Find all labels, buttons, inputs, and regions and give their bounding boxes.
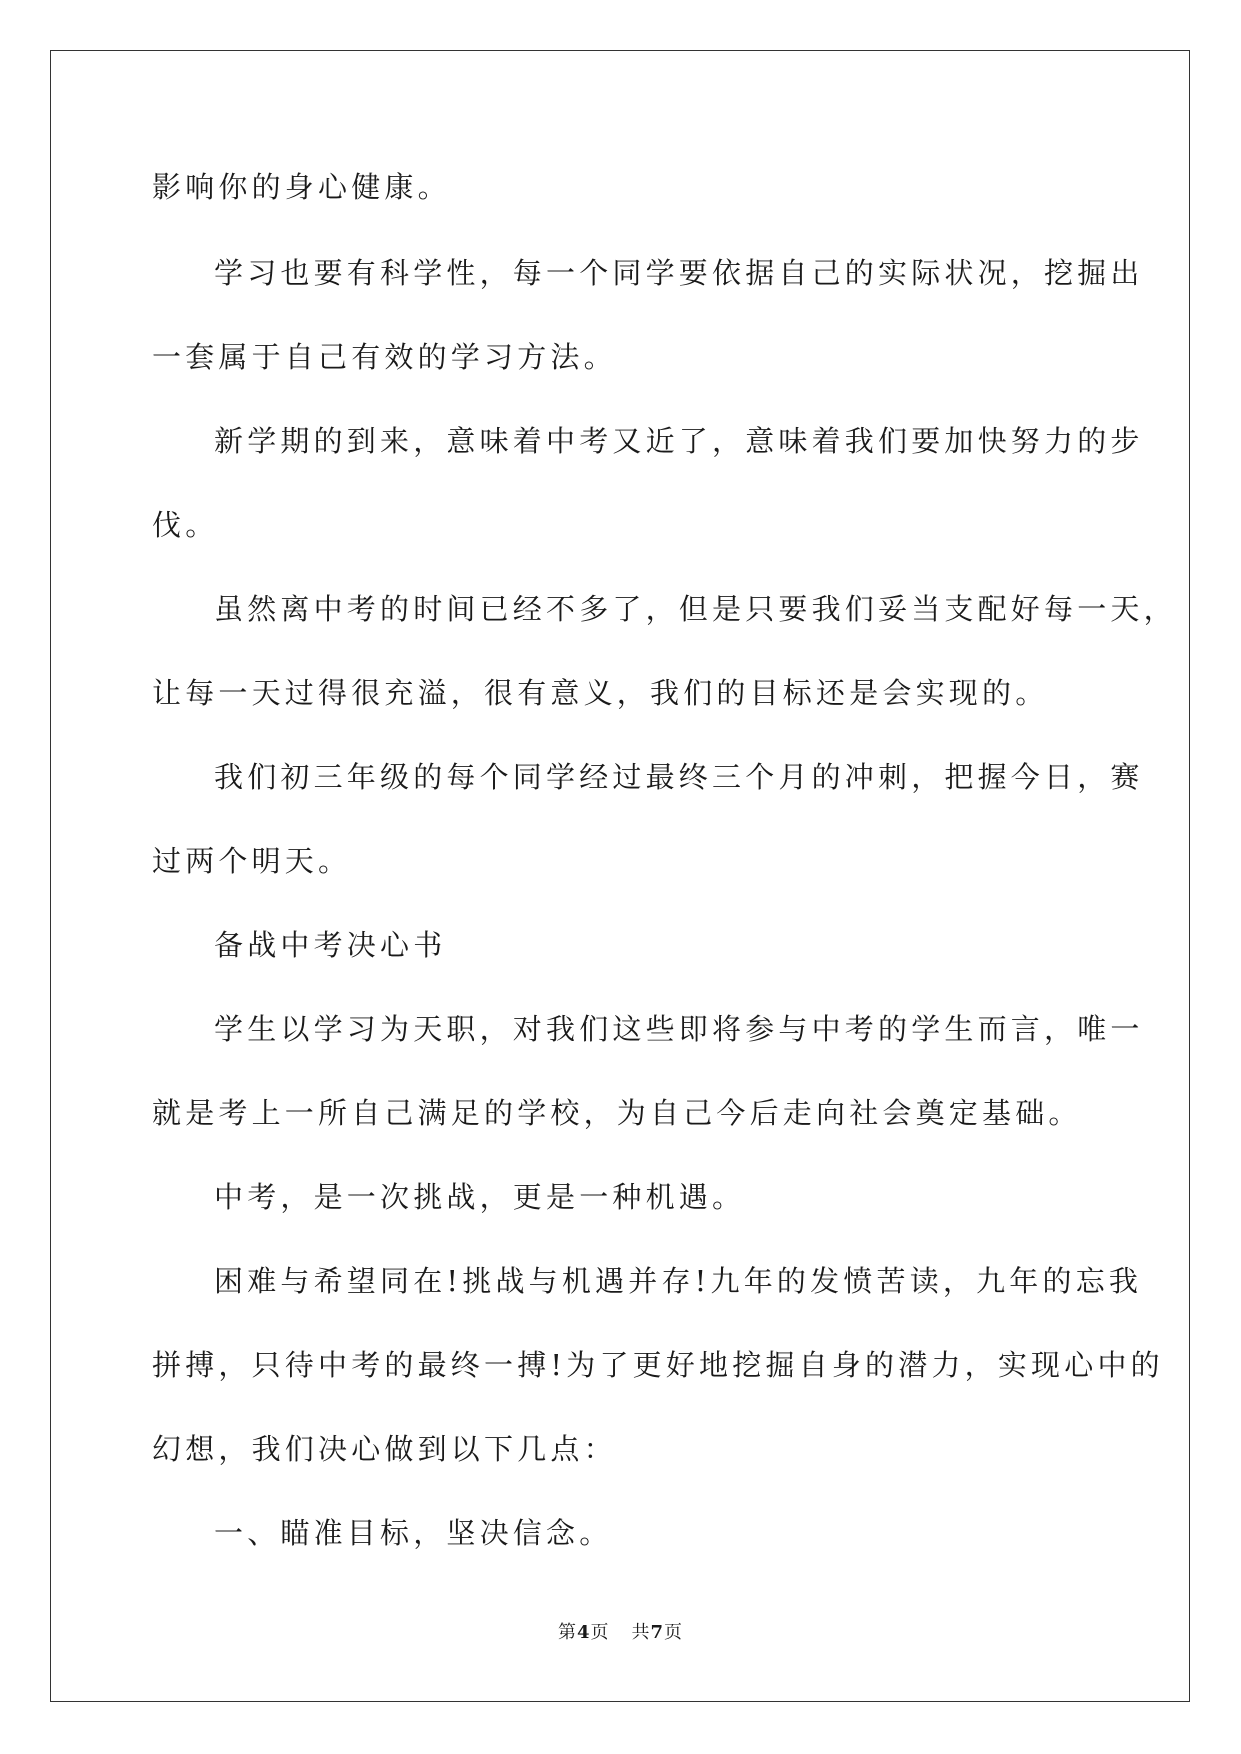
text-line: 就是考上一所自己满足的学校，为自己今后走向社会奠定基础。: [152, 1096, 1082, 1130]
paragraph-line: 学习也要有科学性，每一个同学要依据自己的实际状况，挖掘出: [214, 256, 1144, 290]
text-line: 伐。: [152, 508, 219, 542]
text-line: 过两个明天。: [152, 844, 352, 878]
paragraph-line: 中考，是一次挑战，更是一种机遇。: [214, 1180, 746, 1214]
text-line: 让每一天过得很充溢，很有意义，我们的目标还是会实现的。: [152, 676, 1049, 710]
section-heading: 备战中考决心书: [214, 928, 447, 962]
paragraph-line: 一、瞄准目标，坚决信念。: [214, 1516, 613, 1550]
text-line: 一套属于自己有效的学习方法。: [152, 340, 617, 374]
current-page-number: 4: [576, 1622, 591, 1643]
footer-prefix: 第: [557, 1622, 577, 1643]
text-line: 幻想，我们决心做到以下几点：: [152, 1432, 617, 1466]
footer-total-unit: 页: [664, 1622, 684, 1643]
paragraph-line: 新学期的到来，意味着中考又近了，意味着我们要加快努力的步: [214, 424, 1144, 458]
total-page-number: 7: [650, 1622, 665, 1643]
paragraph-line: 我们初三年级的每个同学经过最终三个月的冲刺，把握今日，赛: [214, 760, 1144, 794]
paragraph-line: 困难与希望同在!挑战与机遇并存!九年的发愤苦读，九年的忘我: [214, 1264, 1143, 1298]
paragraph-line: 虽然离中考的时间已经不多了，但是只要我们妥当支配好每一天，: [214, 592, 1177, 626]
page-footer: [0, 1618, 1241, 1644]
text-line: 拼搏，只待中考的最终一搏!为了更好地挖掘自身的潜力，实现心中的: [152, 1348, 1164, 1382]
footer-total-prefix: 共: [631, 1622, 651, 1643]
text-line: 影响你的身心健康。: [152, 170, 451, 204]
paragraph-line: 学生以学习为天职，对我们这些即将参与中考的学生而言，唯一: [214, 1012, 1144, 1046]
footer-page-unit: 页: [590, 1622, 610, 1643]
